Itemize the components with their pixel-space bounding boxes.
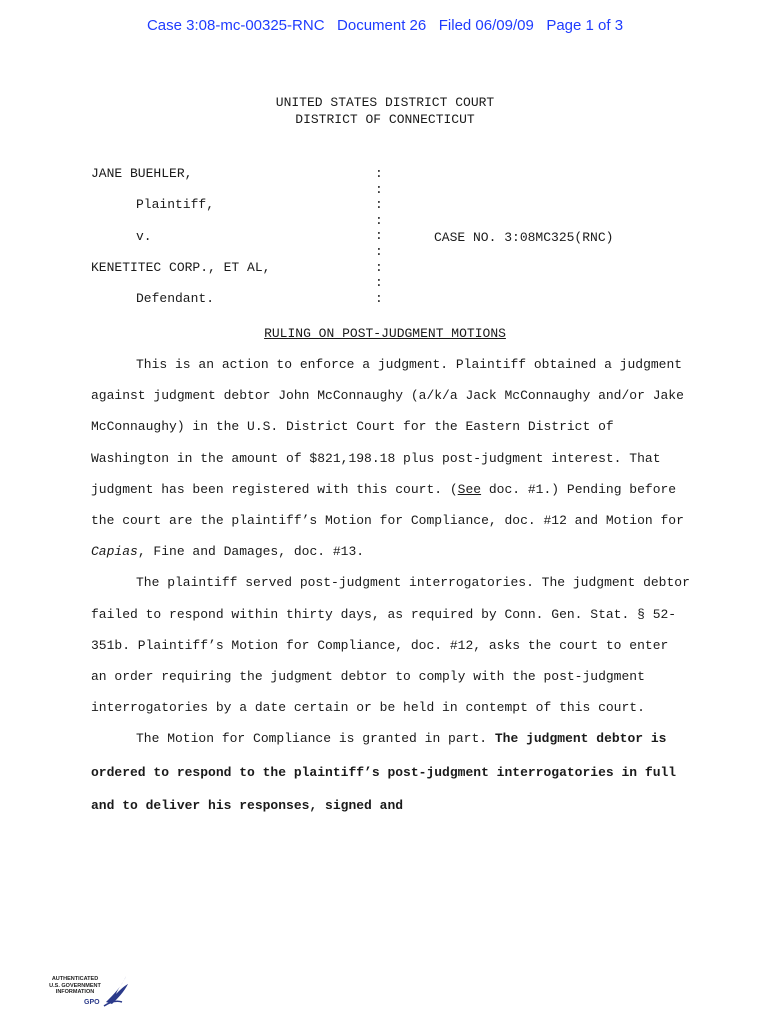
- ruling-title: RULING ON POST-JUDGMENT MOTIONS: [264, 326, 506, 341]
- paragraph-1-text-c: , Fine and Damages, doc. #13.: [137, 544, 365, 560]
- paragraph-1-text-a: This is an action to enforce a judgment. Plaintiff obtained a judgment against judgment debtor John McConnaughy (a/k/a Jack McConnaughy and/or Jake McConnaughy) in the U.S. District Court for the Eastern District of Washington in the amount of $821,198.18 plus post-judgment interest. That judgment has been registered with this court. (: [91, 357, 684, 497]
- case-number: CASE NO. 3:08MC325(RNC): [434, 230, 614, 245]
- paragraph-1-text-b: doc. #1.) Pending before the court are the plaintiff’s Motion for Compliance, doc. #12 and Motion for: [91, 481, 684, 529]
- capias-term: Capias: [91, 544, 138, 560]
- caption-divider: : : : : : : : : :: [375, 166, 383, 306]
- eagle-icon: [44, 972, 134, 1012]
- case-header-stamp: Case 3:08-mc-00325-RNC Document 26 Filed 06/09/09 Page 1 of 3: [146, 17, 624, 34]
- logo-line-3: INFORMATION: [55, 989, 95, 995]
- see-signal: See: [457, 481, 482, 497]
- gpo-authentication-logo: [44, 972, 134, 1012]
- paragraph-3: [91, 722, 691, 823]
- paragraph-3-text: The Motion for Compliance is granted in part.: [136, 731, 495, 747]
- plaintiff-name: JANE BUEHLER,: [91, 166, 193, 181]
- order-text: The judgment debtor is ordered to respond to the plaintiff’s post-judgment interrogatories in full and to deliver his responses, signed and: [91, 731, 677, 814]
- court-district: DISTRICT OF CONNECTICUT: [295, 112, 475, 127]
- versus-label: v.: [136, 229, 152, 244]
- paragraph-1: [91, 349, 691, 567]
- paragraph-2: The plaintiff served post-judgment interrogatories. The judgment debtor failed to respond within thirty days, as required by Conn. Gen. Stat. § 52-351b. Plaintiff’s Motion for Compliance, doc. #12, asks the court to enter an order requiring the judgment debtor to comply with the post-judgment interrogatories by a date certain or be held in contempt of this court.: [91, 575, 690, 716]
- logo-line-2: U.S. GOVERNMENT: [49, 982, 101, 989]
- logo-line-1: AUTHENTICATED: [51, 976, 99, 982]
- plaintiff-role: Plaintiff,: [136, 197, 215, 212]
- court-heading: [0, 94, 770, 128]
- ruling-body: [91, 349, 691, 823]
- defendant-name: KENETITEC CORP., ET AL,: [91, 260, 271, 275]
- court-name: UNITED STATES DISTRICT COURT: [275, 95, 495, 110]
- gpo-wordmark: GPO: [84, 999, 100, 1006]
- defendant-role: Defendant.: [136, 291, 215, 306]
